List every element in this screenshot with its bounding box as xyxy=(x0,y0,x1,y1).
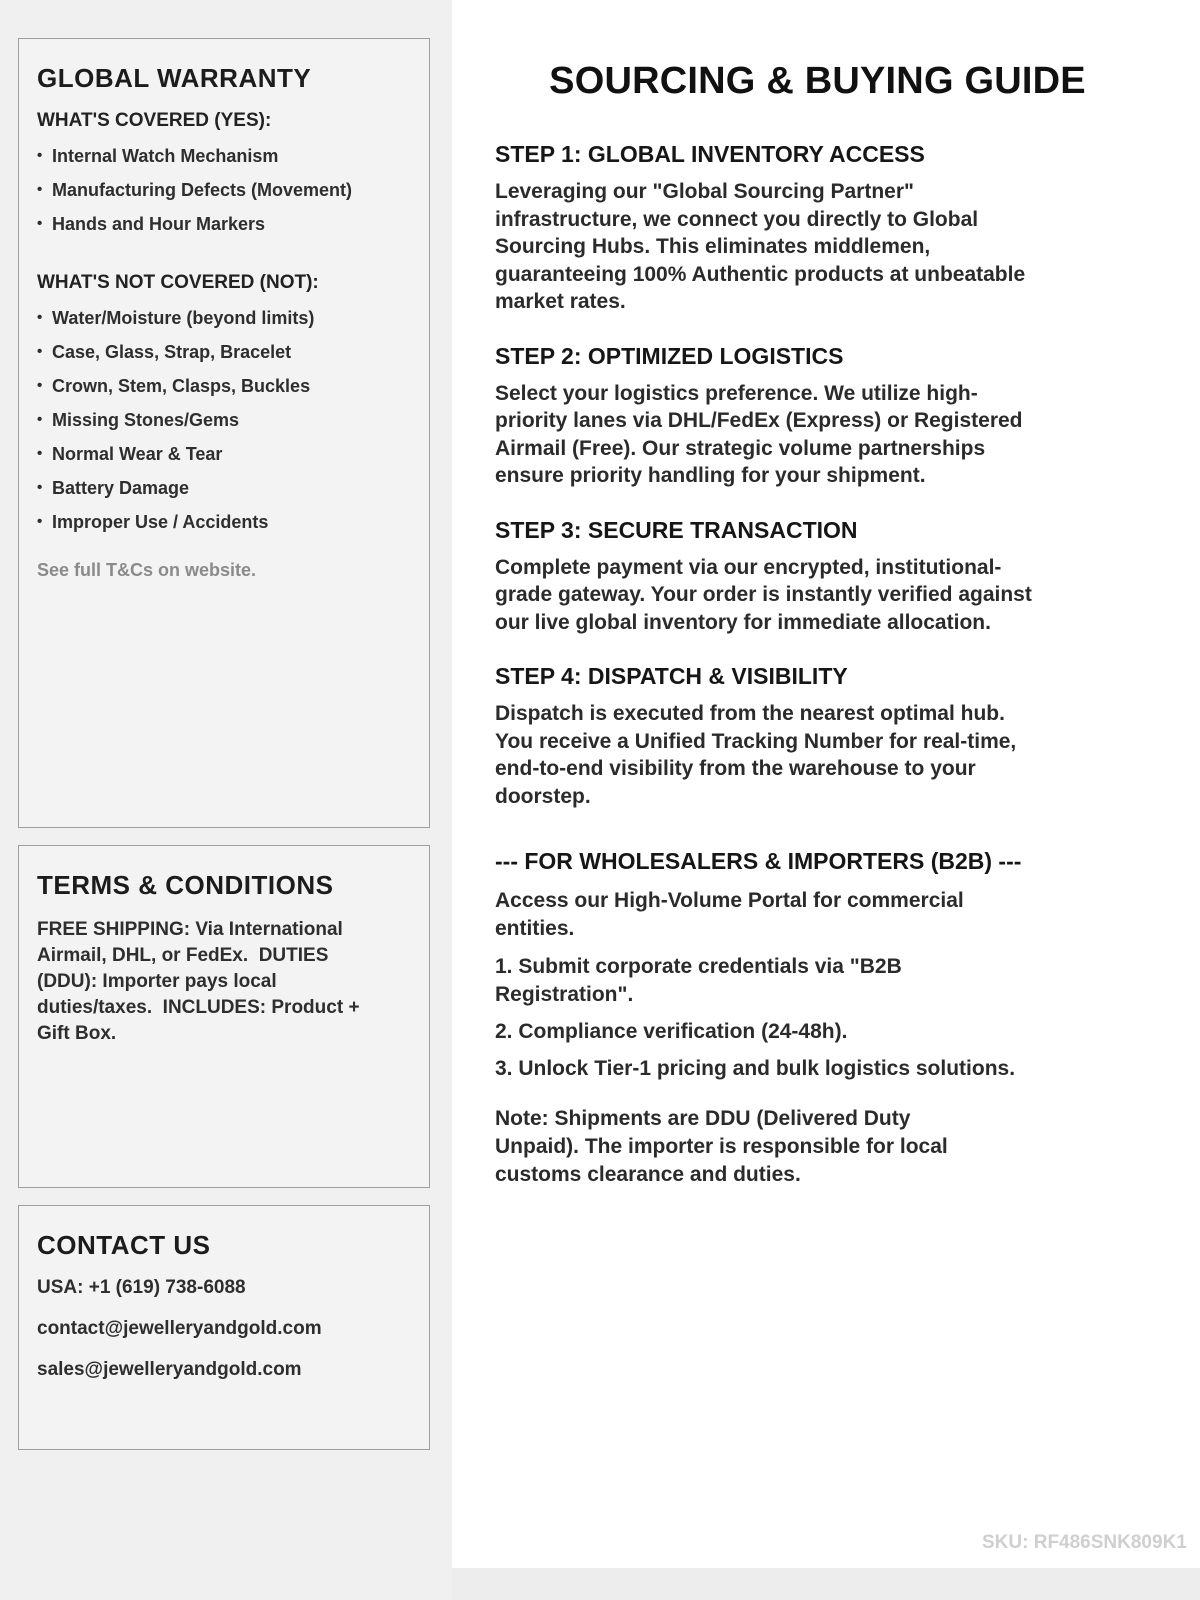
sidebar xyxy=(0,0,452,1600)
b2b-item-3: 3. Unlock Tier-1 pricing and bulk logistics solutions. xyxy=(495,1057,1016,1080)
warranty-panel xyxy=(18,38,430,828)
b2b-item-1: 1. Submit corporate credentials via "B2B Registration". xyxy=(495,955,902,1006)
contact-email: contact@jewelleryandgold.com xyxy=(37,1318,322,1339)
warranty-footnote: See full T&Cs on website. xyxy=(37,560,257,580)
step-3-body: Complete payment via our encrypted, institutional-grade gateway. Your order is instantly verified against our live global inventory for immediate allocation. xyxy=(495,555,1032,634)
step-1-heading: STEP 1: GLOBAL INVENTORY ACCESS xyxy=(495,141,925,167)
list-item: • Hands and Hour Markers xyxy=(37,214,411,234)
list-item: • Internal Watch Mechanism xyxy=(37,146,411,166)
terms-title: TERMS & CONDITIONS xyxy=(37,870,334,900)
b2b-intro: Access our High-Volume Portal for commercial entities. xyxy=(495,889,964,940)
contact-panel xyxy=(18,1205,430,1450)
contact-sales-email: sales@jewelleryandgold.com xyxy=(37,1359,302,1380)
b2b-note: Note: Shipments are DDU (Delivered Duty Unpaid). The importer is responsible for local customs clearance and duties. xyxy=(495,1107,948,1186)
terms-panel xyxy=(18,845,430,1188)
sku-label: SKU: RF486SNK809K1 xyxy=(982,1532,1187,1553)
page-title: SOURCING & BUYING GUIDE xyxy=(549,60,1086,102)
contact-phone: USA: +1 (619) 738-6088 xyxy=(37,1277,246,1298)
warranty-title: GLOBAL WARRANTY xyxy=(37,63,312,93)
step-3-heading: STEP 3: SECURE TRANSACTION xyxy=(495,516,858,543)
step-2-body: Select your logistics preference. We utilize high-priority lanes via DHL/FedEx (Express) or Registered Airmail (Free). Our strategic volume partnerships ensure priority handling for your shipment. xyxy=(495,381,1023,487)
b2b-item-2: 2. Compliance verification (24-48h). xyxy=(495,1020,848,1043)
main-content xyxy=(495,0,1140,1189)
b2b-heading: --- FOR WHOLESALERS & IMPORTERS (B2B) --- xyxy=(495,848,1022,874)
list-item: • Normal Wear & Tear xyxy=(37,444,411,464)
step-1-body: Leveraging our "Global Sourcing Partner" infrastructure, we connect you directly to Global Sourcing Hubs. This eliminates middlemen, guaranteeing 100% Authentic products at unbeatable market rates. xyxy=(495,180,1026,313)
not-covered-list xyxy=(37,308,411,532)
step-4-body: Dispatch is executed from the nearest optimal hub. You receive a Unified Tracking Number for real-time, end-to-end visibility from the warehouse to your doorstep. xyxy=(495,702,1017,808)
step-2-heading: STEP 2: OPTIMIZED LOGISTICS xyxy=(495,342,844,369)
list-item: • Water/Moisture (beyond limits) xyxy=(37,308,411,328)
list-item: • Crown, Stem, Clasps, Buckles xyxy=(37,376,411,396)
covered-heading: WHAT'S COVERED (YES): xyxy=(37,110,272,131)
not-covered-heading: WHAT'S NOT COVERED (NOT): xyxy=(37,272,319,293)
covered-list xyxy=(37,146,411,234)
footer-strip xyxy=(452,1568,1200,1600)
list-item: • Missing Stones/Gems xyxy=(37,410,411,430)
contact-title: CONTACT US xyxy=(37,1230,211,1260)
step-4-heading: STEP 4: DISPATCH & VISIBILITY xyxy=(495,663,848,689)
list-item: • Manufacturing Defects (Movement) xyxy=(37,180,411,200)
list-item: • Improper Use / Accidents xyxy=(37,512,411,532)
list-item: • Battery Damage xyxy=(37,478,411,498)
terms-body: FREE SHIPPING: Via International Airmail, DHL, or FedEx. DUTIES (DDU): Importer pays local duties/taxes. INCLUDES: Product + Gift Box. xyxy=(37,919,365,1044)
list-item: • Case, Glass, Strap, Bracelet xyxy=(37,342,411,362)
